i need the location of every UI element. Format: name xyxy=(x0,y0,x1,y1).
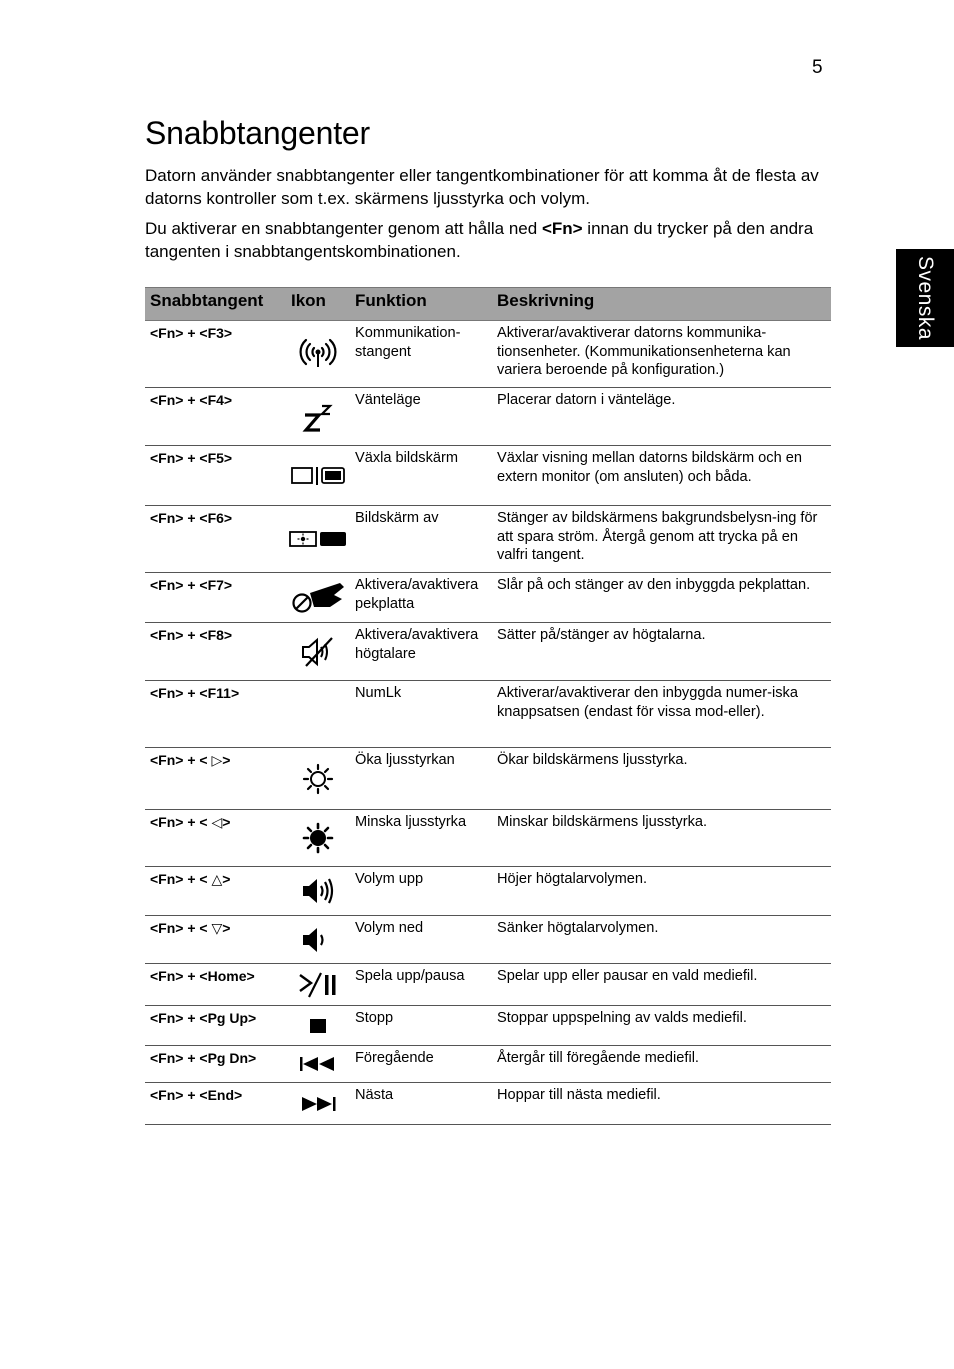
icon-cell xyxy=(286,1006,350,1046)
table-row xyxy=(145,1083,831,1125)
language-label: Svenska xyxy=(914,255,937,341)
table-row xyxy=(145,388,831,446)
function-cell: Vänteläge xyxy=(350,388,492,446)
icon-cell xyxy=(286,867,350,916)
description-cell: Aktiverar/avaktiverar datorns kommunika-tionsenheter. (Kommunikationsenheterna kan variera beroende på konfiguration.) xyxy=(492,321,831,388)
stop-icon xyxy=(286,1006,350,1045)
hotkey-cell: <Fn> + < ◁> xyxy=(145,810,286,867)
function-cell: Stopp xyxy=(350,1006,492,1046)
display-off-icon xyxy=(286,506,350,572)
hotkey-cell: <Fn> + < ▽> xyxy=(145,916,286,964)
icon-cell xyxy=(286,388,350,446)
icon-cell xyxy=(286,623,350,681)
function-cell: Öka ljusstyrkan xyxy=(350,748,492,810)
instruction-fn-key: <Fn> xyxy=(541,219,583,238)
table-row xyxy=(145,964,831,1006)
hotkey-cell: <Fn> + <Pg Up> xyxy=(145,1006,286,1046)
instruction-text-after: innan du trycker på den andra tangenten i snabbtangentskombinationen. xyxy=(145,219,814,261)
table-row xyxy=(145,623,831,681)
function-cell: Aktivera/avaktivera pekplatta xyxy=(350,573,492,623)
function-cell: Bildskärm av xyxy=(350,506,492,573)
function-cell: Aktivera/avaktivera högtalare xyxy=(350,623,492,681)
table-row xyxy=(145,446,831,506)
table-row xyxy=(145,506,831,573)
function-cell: Minska ljusstyrka xyxy=(350,810,492,867)
intro-paragraph: Datorn använder snabbtangenter eller tangentkombinationer för att komma åt de flesta av datorns kontroller som t.ex. skärmens ljusstyrka och volym. xyxy=(145,166,819,208)
previous-icon xyxy=(286,1046,350,1082)
icon-cell xyxy=(286,916,350,964)
display-toggle-icon xyxy=(286,446,350,505)
header-icon: Ikon xyxy=(286,288,350,321)
description-cell: Sätter på/stänger av högtalarna. xyxy=(492,623,831,681)
description-cell: Sänker högtalarvolymen. xyxy=(492,916,831,964)
page-title: Snabbtangenter xyxy=(145,115,370,151)
description-cell: Återgår till föregående mediefil. xyxy=(492,1046,831,1083)
hotkey-cell: <Fn> + < ▷> xyxy=(145,748,286,810)
description-cell: Ökar bildskärmens ljusstyrka. xyxy=(492,748,831,810)
table-row xyxy=(145,1046,831,1083)
description-cell: Minskar bildskärmens ljusstyrka. xyxy=(492,810,831,867)
brightness-down-icon xyxy=(286,810,350,866)
function-cell: Spela upp/pausa xyxy=(350,964,492,1006)
icon-cell xyxy=(286,573,350,623)
icon-cell xyxy=(286,1046,350,1083)
header-function: Funktion xyxy=(350,288,492,321)
touchpad-toggle-icon xyxy=(286,573,350,622)
icon-cell xyxy=(286,681,350,748)
language-side-tab xyxy=(896,249,954,347)
table-row xyxy=(145,810,831,867)
table-row xyxy=(145,321,831,388)
description-cell: Slår på och stänger av den inbyggda pekplattan. xyxy=(492,573,831,623)
function-cell: Föregående xyxy=(350,1046,492,1083)
hotkey-cell: <Fn> + <F6> xyxy=(145,506,286,573)
play-pause-icon xyxy=(286,964,350,1005)
icon-cell xyxy=(286,321,350,388)
hotkey-cell: <Fn> + <F5> xyxy=(145,446,286,506)
header-description: Beskrivning xyxy=(492,288,831,321)
table-row xyxy=(145,916,831,964)
description-cell: Höjer högtalarvolymen. xyxy=(492,867,831,916)
page-number: 5 xyxy=(812,57,823,78)
wireless-icon xyxy=(286,321,350,387)
icon-cell xyxy=(286,748,350,810)
table-header-row xyxy=(145,288,831,321)
hotkey-cell: <Fn> + <F3> xyxy=(145,321,286,388)
hotkey-cell: <Fn> + <F8> xyxy=(145,623,286,681)
table-row xyxy=(145,1006,831,1046)
icon-cell xyxy=(286,1083,350,1125)
sleep-icon xyxy=(286,388,350,445)
speaker-toggle-icon xyxy=(286,623,350,680)
hotkey-cell: <Fn> + <F7> xyxy=(145,573,286,623)
function-cell: Nästa xyxy=(350,1083,492,1125)
description-cell: Aktiverar/avaktiverar den inbyggda numer-iska knappsatsen (endast för vissa mod-eller). xyxy=(492,681,831,748)
function-cell: Volym ned xyxy=(350,916,492,964)
table-row xyxy=(145,867,831,916)
hotkey-cell: <Fn> + <F11> xyxy=(145,681,286,748)
icon-cell xyxy=(286,446,350,506)
description-cell: Växlar visning mellan datorns bildskärm och en extern monitor (om ansluten) och båda. xyxy=(492,446,831,506)
hotkey-cell: <Fn> + <Home> xyxy=(145,964,286,1006)
icon-cell xyxy=(286,506,350,573)
function-cell: Volym upp xyxy=(350,867,492,916)
hotkey-cell: <Fn> + <End> xyxy=(145,1083,286,1125)
volume-up-icon xyxy=(286,867,350,915)
description-cell: Spelar upp eller pausar en vald mediefil. xyxy=(492,964,831,1006)
next-icon xyxy=(286,1083,350,1124)
description-cell: Stänger av bildskärmens bakgrundsbelysn-ing för att spara ström. Återgå genom att trycka på en valfri tangent. xyxy=(492,506,831,573)
function-cell: Växla bildskärm xyxy=(350,446,492,506)
brightness-up-icon xyxy=(286,748,350,809)
icon-cell xyxy=(286,810,350,867)
icon-cell xyxy=(286,964,350,1006)
table-row xyxy=(145,681,831,748)
hotkey-cell: <Fn> + <Pg Dn> xyxy=(145,1046,286,1083)
instruction-text-before: Du aktiverar en snabbtangenter genom att hålla ned xyxy=(145,219,542,238)
hotkey-table xyxy=(145,287,831,1125)
volume-down-icon xyxy=(286,916,350,963)
instruction-paragraph xyxy=(145,217,835,263)
description-cell: Placerar datorn i vänteläge. xyxy=(492,388,831,446)
description-cell: Hoppar till nästa mediefil. xyxy=(492,1083,831,1125)
header-hotkey: Snabbtangent xyxy=(145,288,286,321)
function-cell: NumLk xyxy=(350,681,492,748)
hotkey-cell: <Fn> + < △> xyxy=(145,867,286,916)
table-row xyxy=(145,748,831,810)
function-cell: Kommunikation-stangent xyxy=(350,321,492,388)
table-row xyxy=(145,573,831,623)
hotkey-cell: <Fn> + <F4> xyxy=(145,388,286,446)
description-cell: Stoppar uppspelning av valds mediefil. xyxy=(492,1006,831,1046)
